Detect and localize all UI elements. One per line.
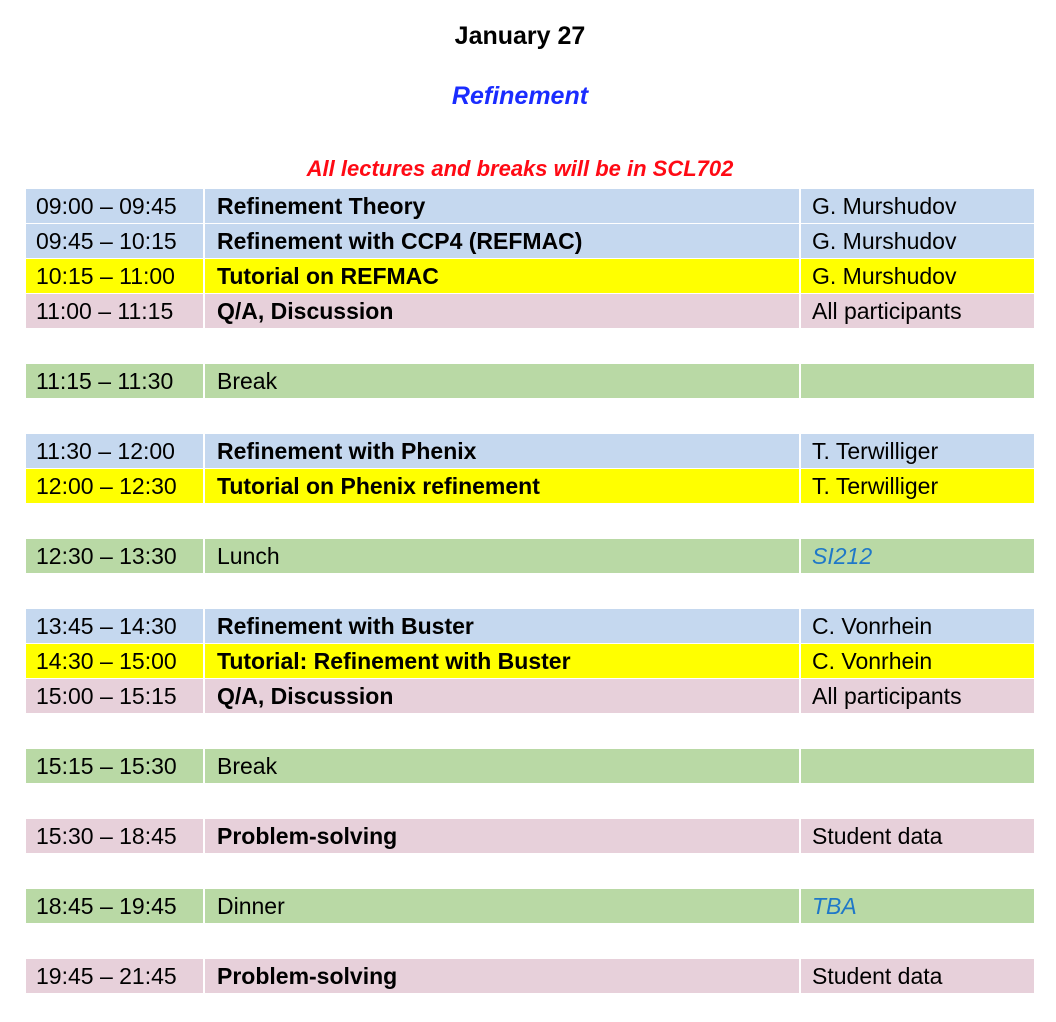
time-cell: 15:15 – 15:30 [26, 749, 203, 783]
time-cell: 11:30 – 12:00 [26, 434, 203, 468]
schedule-table [26, 189, 1034, 994]
session-cell: Refinement with Buster [205, 609, 799, 643]
speaker-cell: All participants [801, 294, 1034, 328]
time-cell: 11:15 – 11:30 [26, 364, 203, 398]
speaker-cell: G. Murshudov [801, 259, 1034, 293]
schedule-row [26, 539, 1034, 573]
speaker-cell [801, 749, 1034, 783]
speaker-cell [801, 364, 1034, 398]
session-cell: Tutorial: Refinement with Buster [205, 644, 799, 678]
session-cell: Problem-solving [205, 819, 799, 853]
session-cell: Tutorial on Phenix refinement [205, 469, 799, 503]
session-cell: Q/A, Discussion [205, 294, 799, 328]
speaker-cell: Student data [801, 819, 1034, 853]
session-cell: Dinner [205, 889, 799, 923]
schedule-row [26, 819, 1034, 853]
schedule-row [26, 434, 1034, 468]
speaker-cell: C. Vonrhein [801, 609, 1034, 643]
time-cell: 12:00 – 12:30 [26, 469, 203, 503]
time-cell: 15:00 – 15:15 [26, 679, 203, 713]
speaker-cell: Student data [801, 959, 1034, 993]
session-cell: Break [205, 364, 799, 398]
location-note: All lectures and breaks will be in SCL702 [306, 156, 734, 181]
schedule-row [26, 679, 1034, 713]
session-cell: Tutorial on REFMAC [205, 259, 799, 293]
speaker-cell: T. Terwilliger [801, 434, 1034, 468]
session-cell: Lunch [205, 539, 799, 573]
time-cell: 12:30 – 13:30 [26, 539, 203, 573]
location-cell: TBA [801, 889, 1034, 923]
schedule-row [26, 609, 1034, 643]
schedule-row [26, 189, 1034, 223]
time-cell: 09:45 – 10:15 [26, 224, 203, 258]
schedule-row [26, 469, 1034, 503]
session-cell: Problem-solving [205, 959, 799, 993]
schedule-row [26, 259, 1034, 293]
speaker-cell: G. Murshudov [801, 224, 1034, 258]
session-cell: Q/A, Discussion [205, 679, 799, 713]
schedule-row [26, 364, 1034, 398]
session-cell: Break [205, 749, 799, 783]
time-cell: 15:30 – 18:45 [26, 819, 203, 853]
schedule-row [26, 644, 1034, 678]
schedule-row [26, 749, 1034, 783]
time-cell: 11:00 – 11:15 [26, 294, 203, 328]
location-cell: SI212 [801, 539, 1034, 573]
speaker-cell: C. Vonrhein [801, 644, 1034, 678]
time-cell: 13:45 – 14:30 [26, 609, 203, 643]
speaker-cell: G. Murshudov [801, 189, 1034, 223]
page-topic-title: Refinement [451, 82, 589, 110]
page-date-title: January 27 [454, 22, 586, 50]
time-cell: 09:00 – 09:45 [26, 189, 203, 223]
speaker-cell: All participants [801, 679, 1034, 713]
schedule-row [26, 959, 1034, 993]
time-cell: 10:15 – 11:00 [26, 259, 203, 293]
schedule-row [26, 889, 1034, 923]
schedule-row [26, 294, 1034, 328]
time-cell: 19:45 – 21:45 [26, 959, 203, 993]
session-cell: Refinement with Phenix [205, 434, 799, 468]
session-cell: Refinement with CCP4 (REFMAC) [205, 224, 799, 258]
time-cell: 14:30 – 15:00 [26, 644, 203, 678]
session-cell: Refinement Theory [205, 189, 799, 223]
schedule-row [26, 224, 1034, 258]
speaker-cell: T. Terwilliger [801, 469, 1034, 503]
time-cell: 18:45 – 19:45 [26, 889, 203, 923]
